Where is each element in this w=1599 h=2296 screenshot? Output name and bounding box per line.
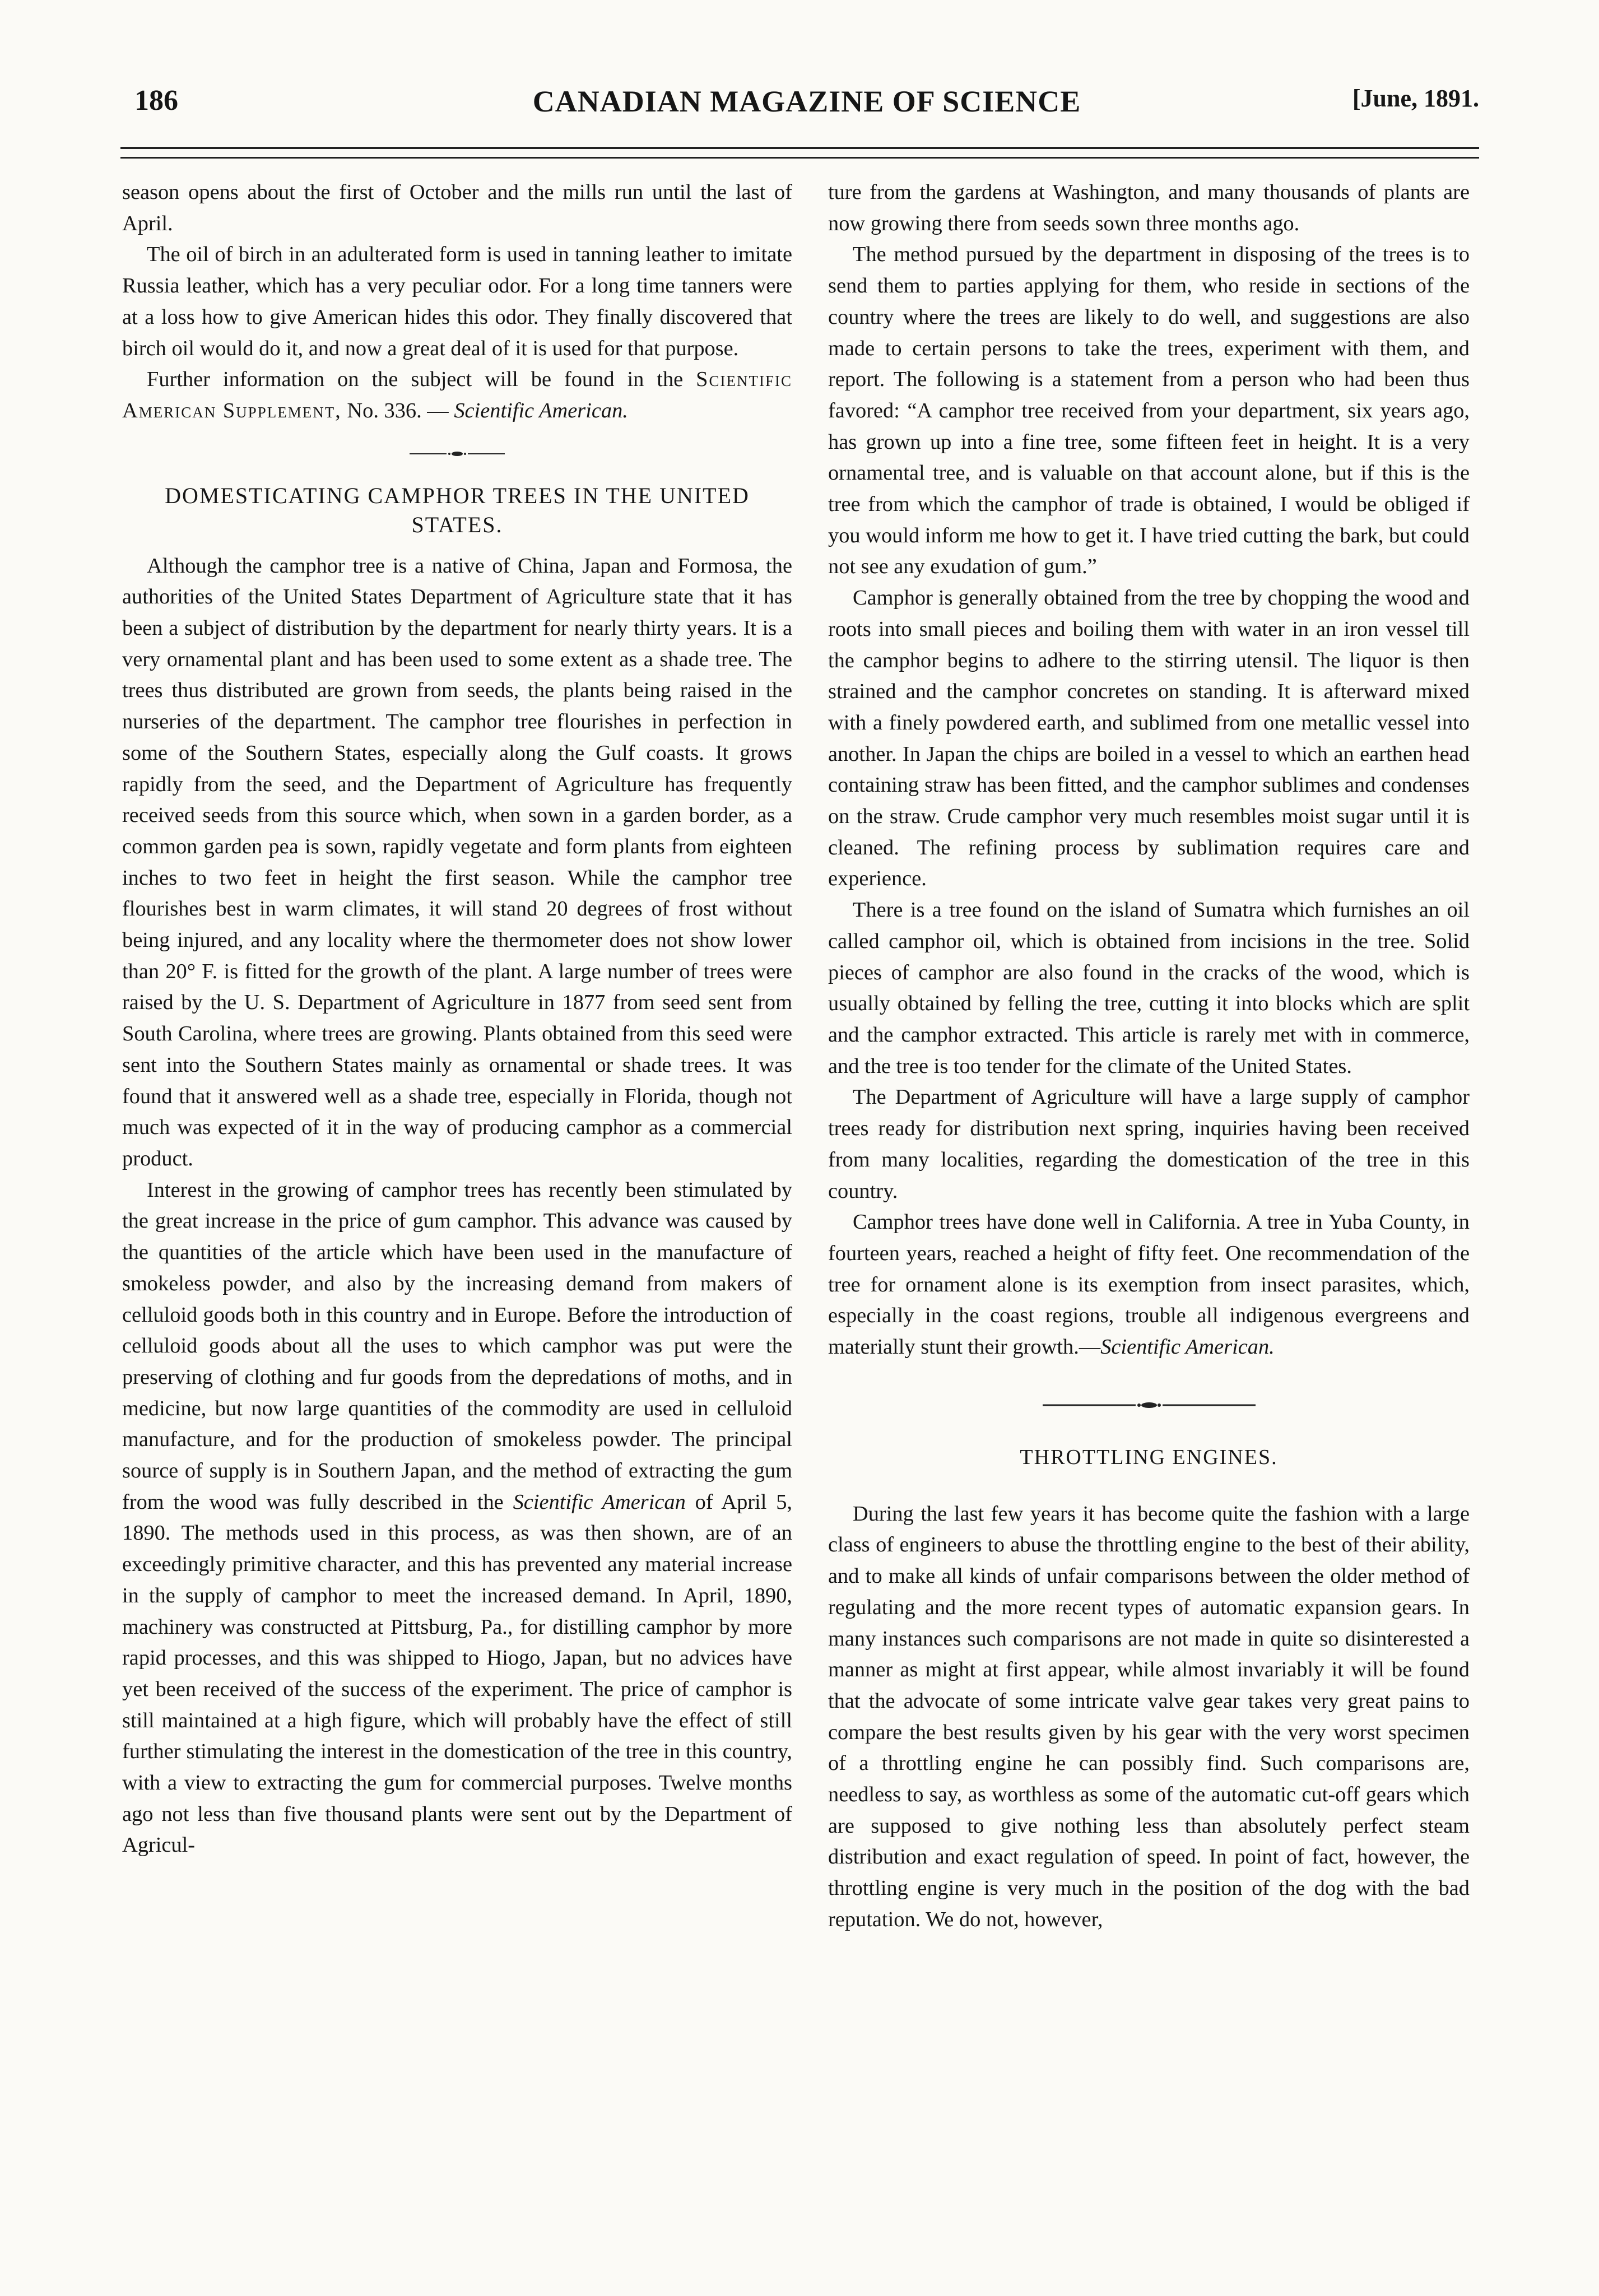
left-column [122, 177, 792, 1861]
separator-ornament-icon [410, 450, 505, 457]
header-rule-bottom [120, 157, 1479, 159]
section-separator [122, 427, 792, 481]
source-citation: Scientific American. [454, 398, 628, 422]
section-separator [828, 1368, 1470, 1443]
camphor-paragraph-7 [828, 1207, 1470, 1363]
page-header [134, 84, 1479, 123]
camphor-paragraph-3: The method pursued by the department in disposing of the trees is to send them to parties applying for them, who reside in sections of the country where the trees are likely to do well, and suggestions are also made to certain persons to take the trees, experiment with them, and report. The following is a statement from a person who had been thus favored: “A camphor tree received from your department, six years ago, has grown up into a fine tree, some fifteen feet in height. It is a very ornamental tree, and is valuable on that account alone, but if this is the tree from which the camphor of trade is obtained, I would be obliged if you would inform me how to get it. I have tried cutting the bark, but could not see any exudation of gum.” [828, 243, 1470, 579]
camphor-paragraph-2-text-b: of April 5, 1890. The methods used in this process, as was then shown, are of an exceedingly primitive character, and this has prevented any material increase in the supply of camphor to meet the increased demand. In April, 1890, machinery was constructed at Pittsburg, Pa., for distilling camphor by more rapid processes, and this was shipped to Hiogo, Japan, but no advices have yet been received of the success of the experiment. The price of camphor is still maintained at a high figure, which will probably have the effect of still further stimulating the interest in the domestication of the tree in this country, with a view to extracting the gum for commercial purposes. Twelve months ago not less than five thousand plants were sent out by the Department of Agricul- [122, 1490, 793, 1857]
supplement-name: Scientific American Supplement, [122, 368, 792, 422]
camphor-paragraph-4: Camphor is generally obtained from the tree by chopping the wood and roots into small pieces and boiling them with water in an iron vessel till the camphor begins to adhere to the stirring utensil. The liquor is then strained and the camphor concretes on standing. It is afterward mixed with a finely powdered earth, and sublimed from one metallic vessel into another. In Japan the chips are boiled in a vessel to which an earthen head containing straw has been fitted, and the camphor sublimes and condenses on the straw. Crude camphor very much resembles moist sugar until it is cleaned. The refining process by sublimation requires care and experience. [828, 586, 1470, 891]
camphor-paragraph-2 [122, 1175, 792, 1861]
camphor-paragraph-7-text: Camphor trees have done well in California. A tree in Yuba County, in fourteen years, reached a height of fifty feet. One recommendation of the tree for ornament alone is its exemption from insect parasites, which, especially in the coast regions, trouble all indigenous evergreens and materially stunt their growth.— [828, 1210, 1470, 1359]
camphor-paragraph-2-continued: ture from the gardens at Washington, and many thousands of plants are now growing there from seeds sown three months ago. [828, 180, 1470, 235]
camphor-paragraph-1: Although the camphor tree is a native of China, Japan and Formosa, the authorities of the United States Department of Agriculture state that it has been a subject of distribution by the department for nearly thirty years. It is a very ornamental plant and has been used to some extent as a shade tree. The trees thus distributed are grown from seeds, the plants being raised in the nurseries of the department. The camphor tree flourishes in perfection in some of the Southern States, especially along the Gulf coasts. It grows rapidly from the seed, and the Department of Agriculture has frequently received seeds from this source which, when sown in a garden border, as a common garden pea is sown, rapidly vegetate and form plants from eighteen inches to two feet in height the first season. While the camphor tree flourishes best in warm climates, it will stand 20 degrees of frost without being injured, and any locality where the thermometer does not show lower than 20° F. is fitted for the growth of the plant. A large number of trees were raised by the U. S. Department of Agriculture in 1877 from seed sent from South Carolina, where trees are growing. Plants obtained from this seed were sent into the Southern States mainly as ornamental or shade trees. It was found that it answered well as a shade tree, especially in Florida, though not much was expected of it in the way of producing camphor as a commercial product. [122, 554, 792, 1170]
continued-paragraph: season opens about the first of October and the mills run until the last of April. [122, 180, 792, 235]
supplement-number: No. 336. — [347, 398, 449, 422]
camphor-paragraph-5: There is a tree found on the island of Sumatra which furnishes an oil called camphor oil, which is obtained from incisions in the tree. Solid pieces of camphor are also found in the cracks of the wood, which is usually obtained by felling the tree, cutting it into blocks which are split and the camphor extracted. This article is rarely met with in commerce, and the tree is too tender for the climate of the United States. [828, 898, 1470, 1078]
camphor-source-citation: Scientific American. [1100, 1335, 1275, 1359]
header-rule-top [120, 147, 1479, 149]
further-info-paragraph [122, 364, 792, 426]
page-number: 186 [134, 85, 178, 117]
right-column [828, 177, 1470, 1936]
throttling-article-title: THROTTLING ENGINES. [1020, 1445, 1278, 1469]
further-info-text: Further information on the subject will be found in the [147, 368, 684, 392]
issue-date: [June, 1891. [1352, 85, 1479, 112]
camphor-paragraph-2-text-a: Interest in the growing of camphor trees has recently been stimulated by the great increase in the price of gum camphor. This advance was caused by the quantities of the article which have been used in the manufacture of smokeless powder, and also by the increasing demand from makers of celluloid goods both in this country and in Europe. Before the introduction of celluloid goods about all the uses to which camphor was put were the preserving of clothing and fur goods from the depredations of moths, and in medicine, but now large quantities of the commodity are used in celluloid manufacture, and for the production of smokeless powder. The principal source of supply is in Southern Japan, and the method of extracting the gum from the wood was fully described in the [122, 1178, 792, 1514]
magazine-title: CANADIAN MAGAZINE OF SCIENCE [532, 85, 1081, 118]
camphor-paragraph-6: The Department of Agriculture will have a large supply of camphor trees ready for distribution next spring, inquiries having been received from many localities, regarding the domestication of the tree in this country. [828, 1085, 1470, 1203]
throttling-paragraph-1: During the last few years it has become quite the fashion with a large class of engineers to abuse the throttling engine to the best of their ability, and to make all kinds of unfair comparisons between the older method of regulating and the more recent types of automatic expansion gears. In many instances such comparisons are not made in quite so disinterested a manner as might at first appear, while almost invariably it will be found that the advocate of some intricate valve gear takes very great pains to compare the best results given by his gear with the very worst specimen of a throttling engine he can possibly find. Such comparisons are, needless to say, as worthless as some of the automatic cut-off gears which are supposed to give nothing less than absolutely perfect steam distribution and exact regulation of speed. In point of fact, however, the throttling engine is very much in the position of the dog with the bad reputation. We do not, however, [828, 1502, 1470, 1931]
birch-oil-paragraph: The oil of birch in an adulterated form is used in tanning leather to imitate Russia leather, which has a very peculiar odor. For a long time tanners were at a loss how to give American hides this odor. They finally discovered that birch oil would do it, and now a great deal of it is used for that purpose. [122, 243, 792, 360]
separator-ornament-icon [1043, 1401, 1256, 1409]
camphor-article-title: DOMESTICATING CAMPHOR TREES IN THE UNITED STATES. [165, 482, 750, 537]
journal-reference: Scientific American [513, 1490, 686, 1514]
